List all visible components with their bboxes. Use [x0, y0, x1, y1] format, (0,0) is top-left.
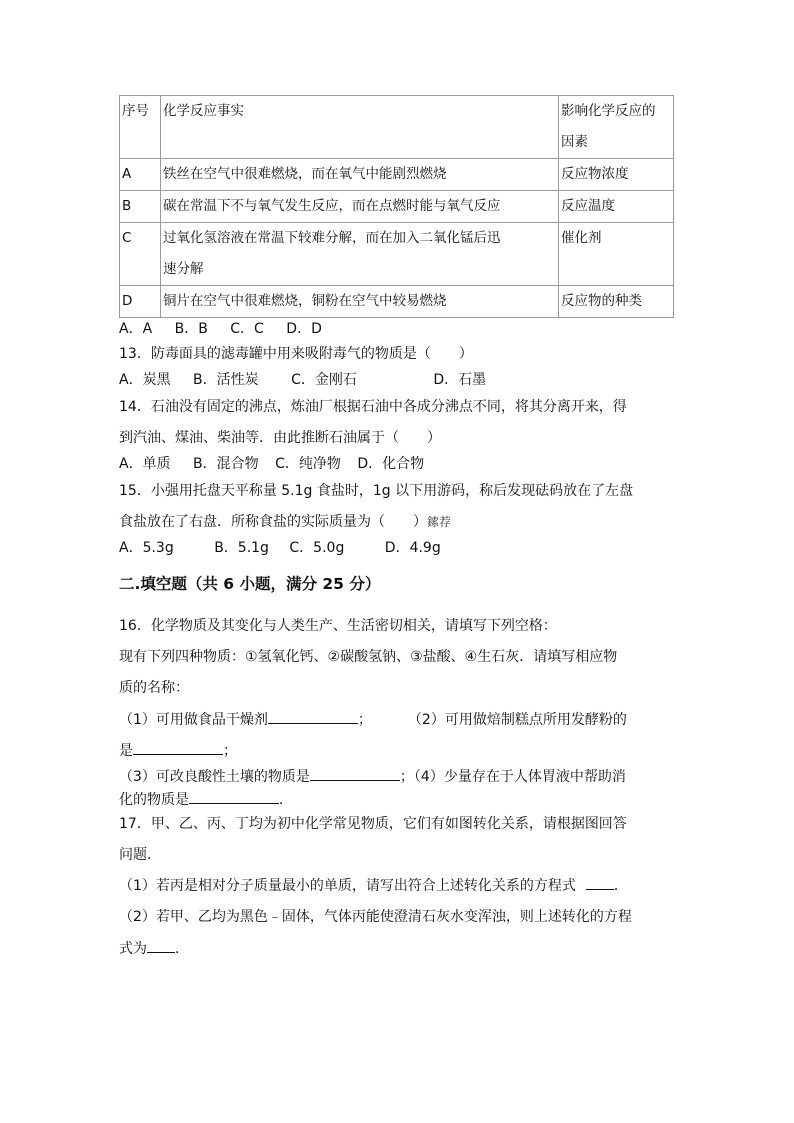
q15-line1: 15．小强用托盘天平称量 5.1g 食盐时，1g 以下用游码，称后发现砝码放在了左盘: [119, 483, 634, 499]
q14-options: [119, 453, 424, 473]
table-row: [120, 191, 674, 223]
q12-option-d: D．D: [286, 321, 322, 337]
table-row: [120, 286, 674, 318]
header-factor-line2: 因素: [561, 134, 588, 150]
q16-part1-row: [119, 709, 627, 729]
q16-part3-end: ；: [399, 769, 414, 785]
q16-part4-cont: 化的物质是: [119, 792, 189, 808]
q12-option-c: C．C: [230, 321, 264, 337]
q14-line2: 到汽油、煤油、柴油等．由此推断石油属于（ ）: [119, 430, 441, 446]
q16-line3: 质的名称：: [119, 680, 189, 696]
q16-part1: （1）可用做食品干燥剂: [119, 712, 268, 728]
q16-part4-end: ．: [279, 792, 293, 808]
q15-artifact: 鎍荐: [427, 515, 452, 529]
header-fact: 化学反应事实: [161, 96, 559, 159]
q13-option-a: A．炭黑: [119, 372, 171, 388]
row-factor: 反应物浓度: [559, 159, 674, 191]
answer-blank[interactable]: [133, 740, 223, 755]
q16-line2: 现有下列四种物质：①氢氧化钙、②碳酸氢钠、③盐酸、④生石灰．请填写相应物: [119, 649, 618, 665]
row-fact-line1: 过氧化氢溶液在常温下较难分解，而在加入二氧化锰后迅: [163, 230, 501, 246]
q14-option-d: D．化合物: [357, 456, 425, 472]
q13-option-d: D．石墨: [433, 372, 487, 388]
reaction-factors-table: [119, 95, 674, 318]
answer-blank[interactable]: [268, 709, 358, 724]
q17-part2-end: ．: [175, 941, 189, 957]
q13-stem: 13．防毒面具的滤毒罐中用来吸附毒气的物质是（ ）: [119, 346, 473, 362]
row-fact: 碳在常温下不与氧气发生反应，而在点燃时能与氧气反应: [161, 191, 559, 223]
header-index: 序号: [120, 96, 161, 159]
q13-options: [119, 369, 486, 389]
q16-part2-cont-row: [119, 740, 237, 760]
answer-blank[interactable]: [189, 789, 279, 804]
q13-option-b: B．活性炭: [193, 372, 259, 388]
q16-part3-row: [119, 766, 626, 786]
answer-blank[interactable]: [310, 766, 400, 781]
section-title: 二.填空题（共 6 小题，满分 25 分）: [119, 575, 381, 593]
q16-part2: （2）可用做焙制糕点所用发酵粉的: [407, 712, 627, 728]
q17-part2-cont: 式为: [119, 941, 147, 957]
q15-line2-text: 食盐放在了右盘．所称食盐的实际质量为（ ）: [119, 514, 427, 530]
row-id: A: [120, 159, 161, 191]
row-fact: 铁丝在空气中很难燃烧，而在氧气中能剧烈燃烧: [161, 159, 559, 191]
header-factor-line1: 影响化学反应的: [561, 103, 656, 119]
q17-line1: 17．甲、乙、丙、丁均为初中化学常见物质，它们有如图转化关系，请根据图回答: [119, 816, 627, 832]
q16-part4: （4）少量存在于人体胃液中帮助消: [413, 769, 626, 785]
row-factor: 反应温度: [559, 191, 674, 223]
q15-options: [119, 537, 441, 557]
q15-option-a: A．5.3g: [119, 540, 174, 556]
q14-option-c: C．纯净物: [275, 456, 341, 472]
answer-blank[interactable]: [147, 938, 175, 953]
q15-option-d: D．4.9g: [384, 540, 441, 556]
q14-option-a: A．单质: [119, 456, 171, 472]
row-factor: 催化剂: [559, 223, 674, 286]
q17-part1: （1）若丙是相对分子质量最小的单质，请写出符合上述转化关系的方程式: [119, 878, 576, 894]
q14-line1: 14．石油没有固定的沸点，炼油厂根据石油中各成分沸点不同，将其分离开来，得: [119, 399, 627, 415]
q12-option-b: B．B: [174, 321, 208, 337]
q17-part2-cont-row: [119, 938, 189, 958]
q17-part2-row: （2）若甲、乙均为黑色﹣固体，气体丙能使澄清石灰水变浑浊，则上述转化的方程: [119, 909, 632, 925]
q16-part2-cont: 是: [119, 743, 133, 759]
table-row: [120, 159, 674, 191]
q17-part1-end: ．: [613, 878, 628, 894]
q15-option-c: C．5.0g: [289, 540, 345, 556]
row-factor: 反应物的种类: [559, 286, 674, 318]
row-id: B: [120, 191, 161, 223]
q15-line2: [119, 511, 451, 531]
q15-option-b: B．5.1g: [214, 540, 269, 556]
row-fact-line2: 速分解: [163, 261, 204, 277]
row-fact: 铜片在空气中很难燃烧，铜粉在空气中较易燃烧: [161, 286, 559, 318]
table-header-row: [120, 96, 674, 159]
table-row: [120, 223, 674, 286]
q16-part1-end: ；: [357, 712, 372, 728]
q13-option-c: C．金刚石: [291, 372, 357, 388]
row-fact: [161, 223, 559, 286]
q17-line2: 问题．: [119, 847, 161, 863]
q12-options: [119, 318, 322, 338]
row-id: D: [120, 286, 161, 318]
answer-blank[interactable]: [586, 875, 614, 890]
q16-part3: （3）可改良酸性土壤的物质是: [119, 769, 310, 785]
q14-option-b: B．混合物: [193, 456, 259, 472]
q12-option-a: A．A: [119, 321, 153, 337]
q16-part2-end: ；: [223, 743, 237, 759]
row-id: C: [120, 223, 161, 286]
q17-part1-row: [119, 875, 628, 895]
header-factor: [559, 96, 674, 159]
q16-line1: 16．化学物质及其变化与人类生产、生活密切相关，请填写下列空格：: [119, 618, 557, 634]
q16-part4-cont-row: [119, 789, 293, 809]
